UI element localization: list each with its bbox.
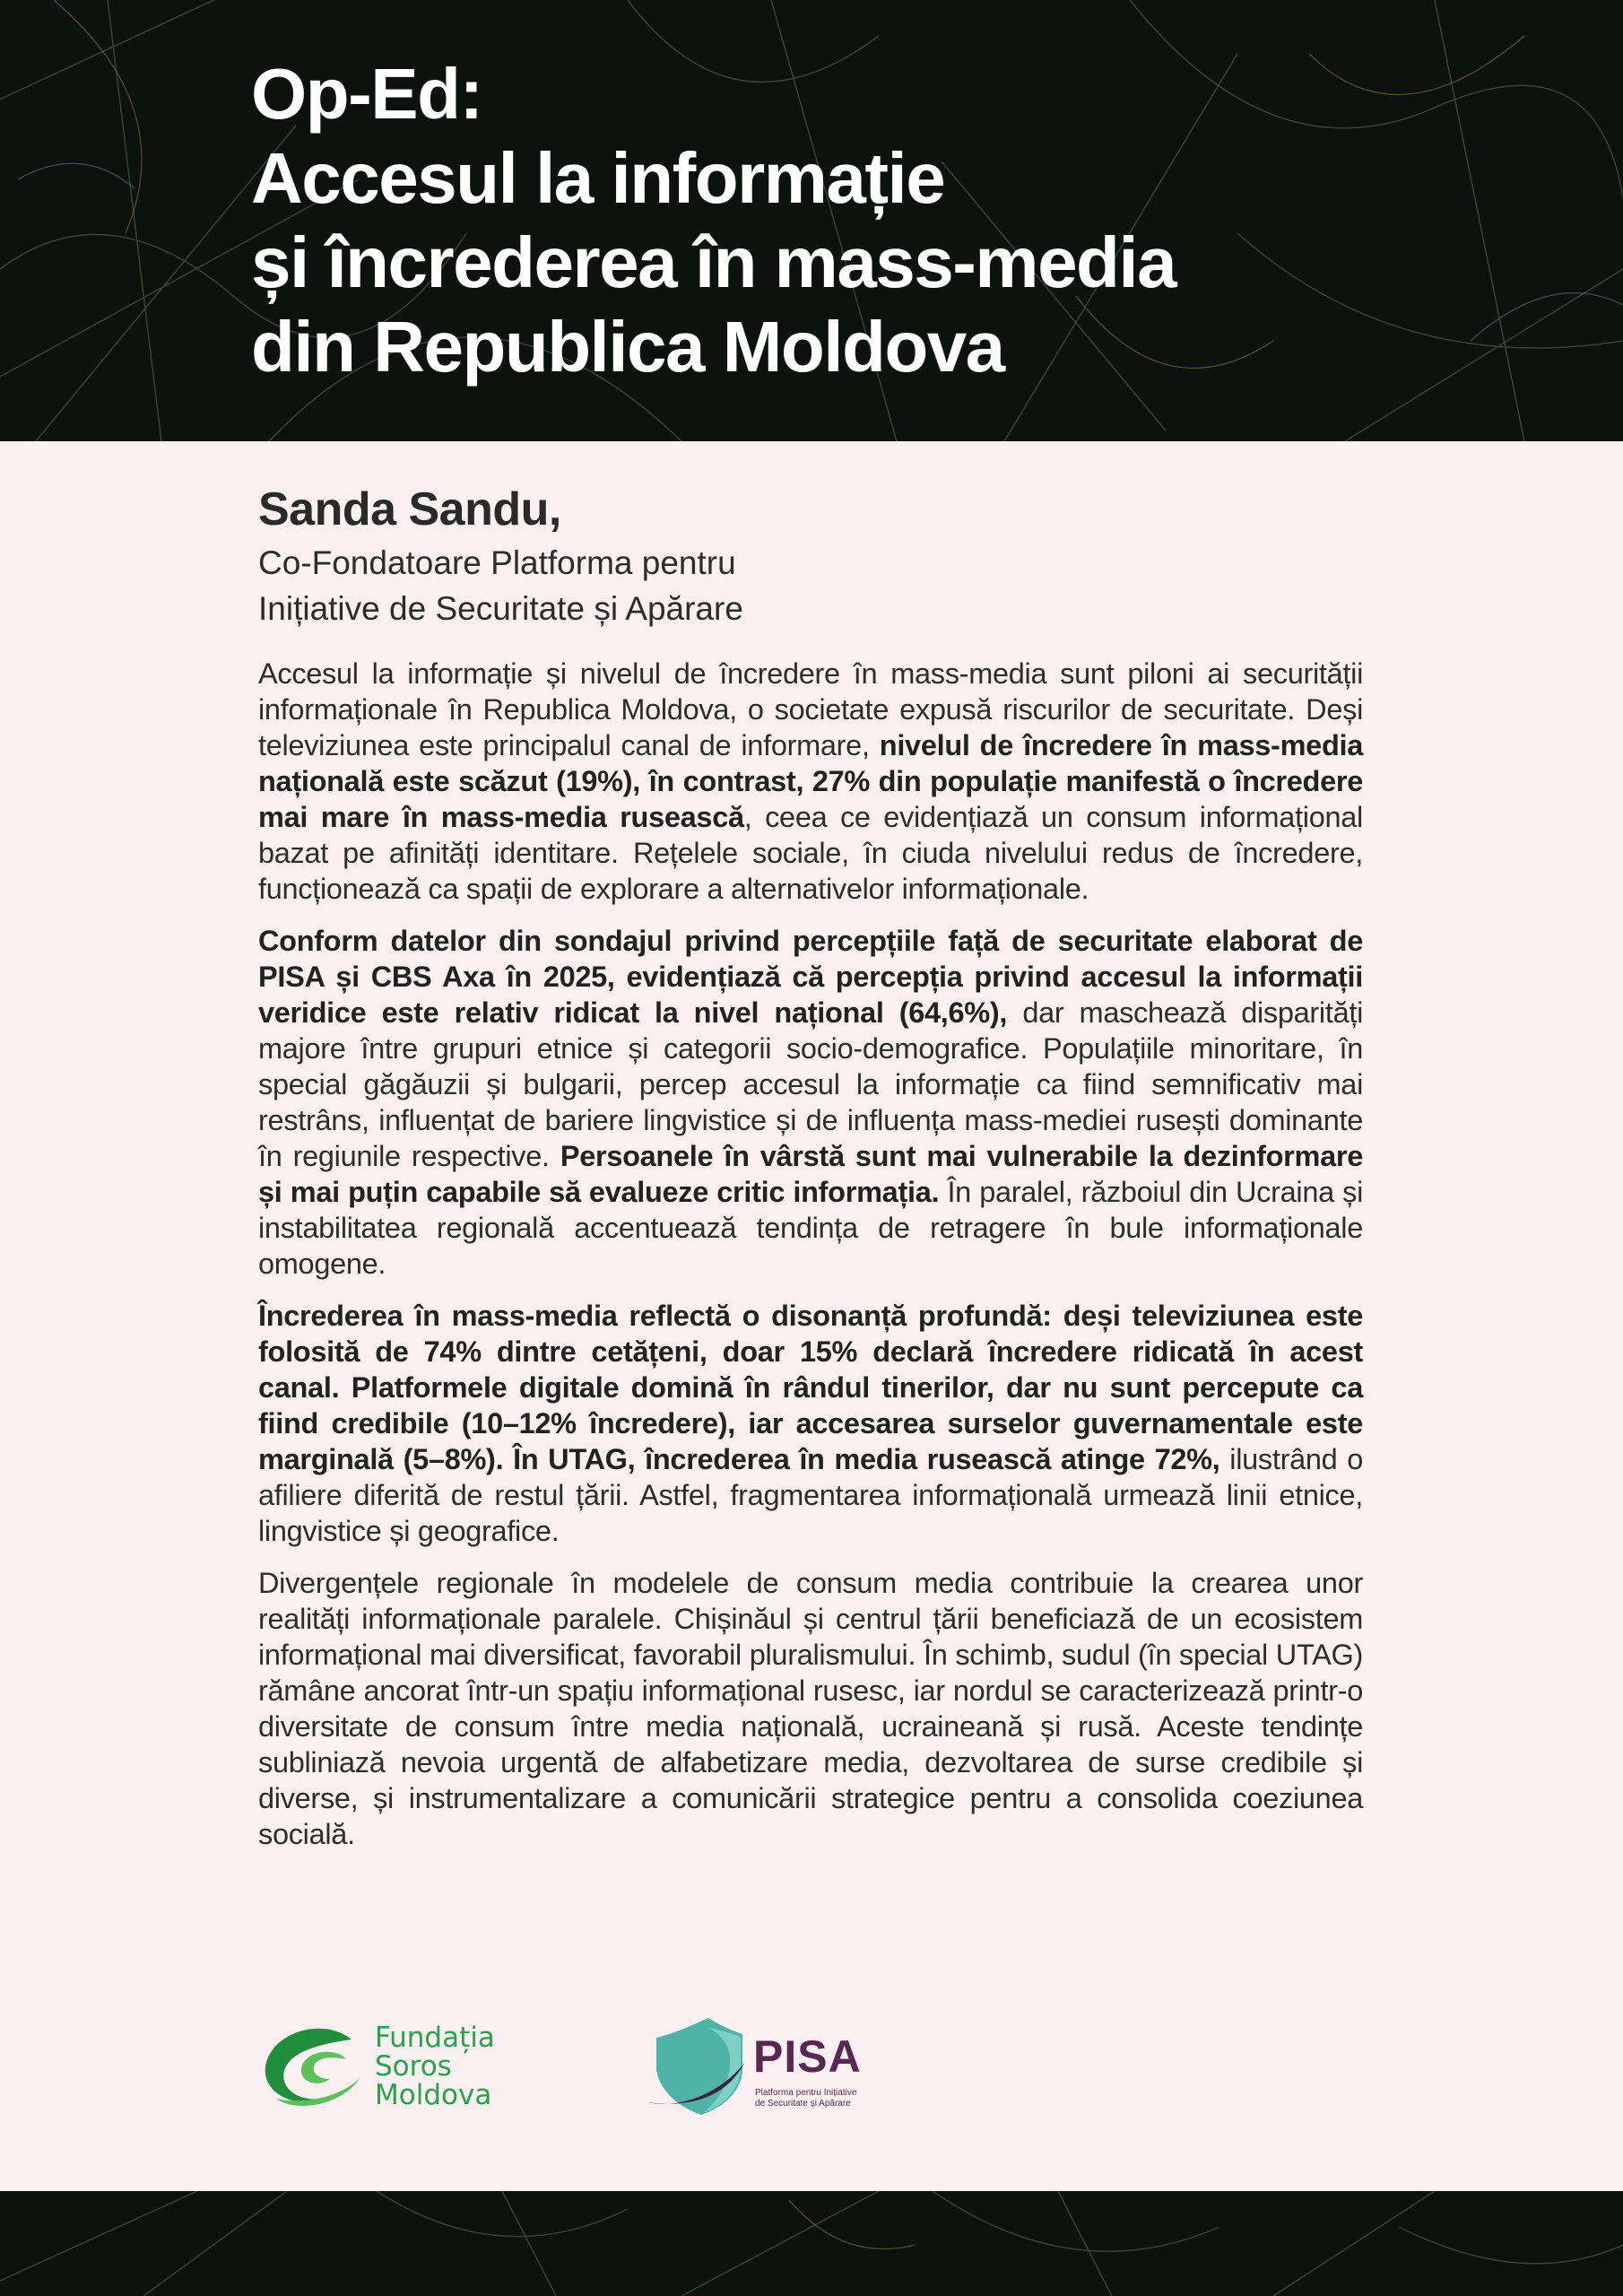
paragraph-3 — [258, 1298, 1363, 1549]
title-line: Op-Ed: — [251, 54, 482, 134]
pisa-logo-subtitle — [755, 2088, 898, 2109]
text-segment: În paralel, războiul din Ucraina și instabilitatea regională accentuează tendința de retragere în bule informaționale omogene. — [258, 1176, 1363, 1280]
header-banner — [0, 0, 1623, 441]
title-line: și încrederea în mass-media — [251, 222, 1176, 302]
text-segment: Divergențele regionale în modelele de consum media contribuie la crearea unor realități informaționale paralele. Chișinăul și centrul țării beneficiază de un ecosistem informațional mai diversificat, favorabil pluralismului. În schimb, sudul (în special UTAG) rămâne ancorat într-un spațiu informațional rusesc, iar nordul se caracterizează printr-o diversitate de consum între media națională, ucraineană și rusă. Aceste tendințe subliniază nevoia urgentă de alfabetizare media, dezvoltarea de surse credibile și diverse, și instrumentalizare a comunicării strategice pentru a consolida coeziunea socială. — [258, 1567, 1363, 1850]
pisa-subtitle-line: Platforma pentru Inițiative — [755, 2088, 857, 2098]
author-role-line: Co-Fondatoare Platforma pentru — [258, 544, 736, 581]
pisa-logo-name: PISA — [753, 2031, 862, 2082]
text-segment: ilustrând o afiliere diferită de restul țării. Astfel, fragmentarea informațională urmează linii etnice, lingvistice și geografice. — [258, 1443, 1363, 1547]
bold-segment: nivelul de încredere în mass-media națională este scăzut (19%), în contrast, 27% din populație manifestă o încredere mai mare în mass-media rusească — [258, 729, 1363, 833]
footer-banner — [0, 2191, 1623, 2296]
article-body — [258, 656, 1363, 1868]
soros-foundation-logo — [260, 2020, 529, 2113]
pisa-subtitle-line: de Securitate și Apărare — [755, 2099, 851, 2109]
bold-segment: Încrederea în mass-media reflectă o disonanță profundă: deși televiziunea este folosită de 74% dintre cetățeni, doar 15% declară încredere ridicată în acest canal. Platformele digitale domină în rândul tinerilor, dar nu sunt percepute ca fiind credibile (10–12% încredere), iar accesarea surselor guvernamentale este marginală (5–8%). În UTAG, încrederea în media rusească atinge 72%, — [258, 1300, 1363, 1475]
bold-segment: Persoanele în vârstă sunt mai vulnerabile la dezinformare și mai puțin capabile să evalueze critic informația. — [258, 1140, 1363, 1208]
pisa-shield-icon — [644, 2016, 751, 2117]
decorative-line-pattern — [0, 2191, 1623, 2296]
soros-logo-line: Moldova — [375, 2079, 492, 2111]
title-line: din Republica Moldova — [251, 307, 1004, 387]
author-role — [258, 540, 1065, 631]
text-segment: dar maschează disparități majore între grupuri etnice și categorii socio-demografice. Populațiile minoritare, în special găgăuzii și bulgarii, percep accesul la informație ca fiind semnificativ mai restrâns, influențat de bariere lingvistice și de influența mass-mediei rusești dominante în regiunile respective. — [258, 996, 1363, 1172]
title-line: Accesul la informație — [251, 138, 945, 218]
text-segment: , ceea ce evidențiază un consum informațional bazat pe afinități identitare. Rețelele sociale, în ciuda nivelului redus de încredere, funcționează ca spații de explorare a alternativelor informaționale. — [258, 801, 1363, 905]
author-name: Sanda Sandu, — [258, 483, 561, 535]
paragraph-4 — [258, 1565, 1363, 1852]
soros-swirl-icon — [260, 2020, 368, 2113]
soros-logo-line: Soros — [375, 2050, 452, 2083]
author-role-line: Inițiative de Securitate și Apărare — [258, 590, 743, 627]
paragraph-1 — [258, 656, 1363, 907]
soros-logo-text — [375, 2023, 495, 2109]
page-title — [251, 52, 1417, 389]
bold-segment: Conform datelor din sondajul privind percepțiile față de securitate elaborat de PISA și CBS Axa în 2025, evidențiază că percepția privind accesul la informații veridice este relativ ridicat la nivel național (64,6%), — [258, 925, 1363, 1029]
pisa-logo — [644, 2016, 913, 2117]
text-segment: Accesul la informație și nivelul de încredere în mass-media sunt piloni ai securității informaționale în Republica Moldova, o societate expusă riscurilor de securitate. Deși televiziunea este principalul canal de informare, — [258, 657, 1363, 761]
paragraph-2 — [258, 923, 1363, 1282]
soros-logo-line: Fundația — [375, 2022, 495, 2054]
